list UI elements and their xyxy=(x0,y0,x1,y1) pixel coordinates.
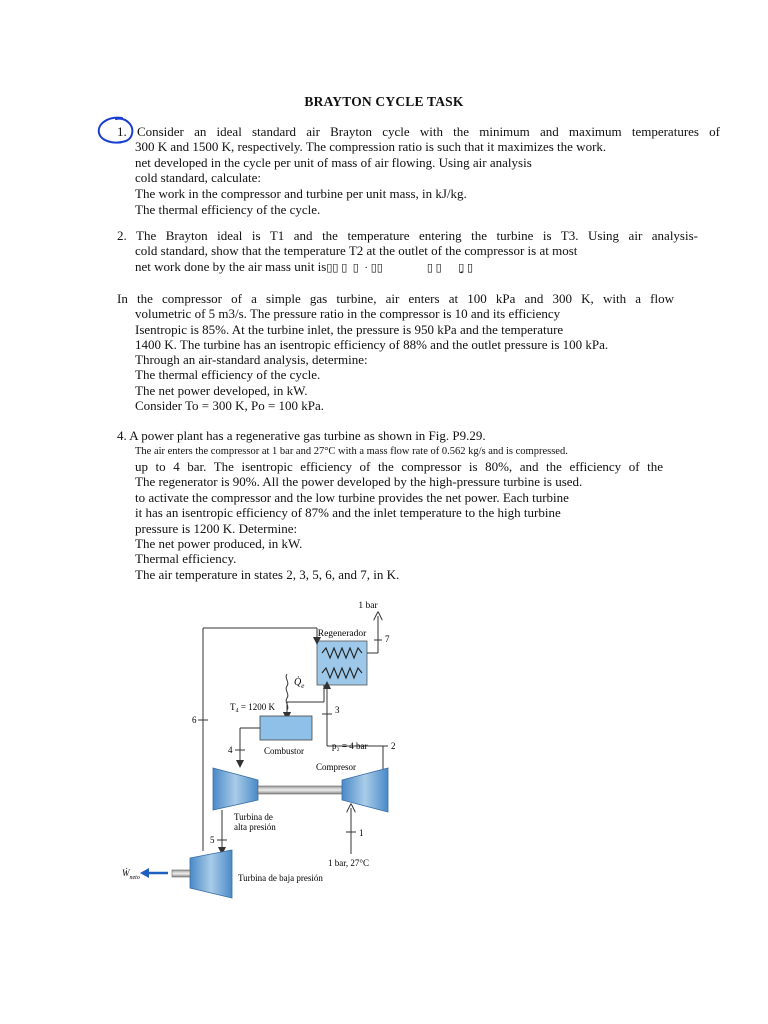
shaft xyxy=(258,786,342,794)
combustor-box xyxy=(260,716,312,740)
problem-4-line: The air enters the compressor at 1 bar and 27°C with a mass flow rate of 0.562 kg/s and is compressed. xyxy=(135,446,568,457)
problem-1-line: cold standard, calculate: xyxy=(135,170,261,185)
problem-1-line: 300 K and 1500 K, respectively. The compression ratio is such that it maximizes the work. xyxy=(135,139,607,154)
problem-4-line: The net power produced, in kW. xyxy=(135,536,303,551)
problem-3-line: 1400 K. The turbine has an isentropic efficiency of 88% and the outlet pressure is 100 kPa. xyxy=(135,337,609,352)
problem-4-line: to activate the compressor and the low turbine provides the net power. Each turbine xyxy=(135,490,569,505)
compressor xyxy=(342,768,388,812)
problem-3-line: Isentropic is 85%. At the turbine inlet, the pressure is 950 kPa and the temperature xyxy=(135,322,564,337)
heat-input-wave xyxy=(286,674,288,710)
state-5-label: 5 xyxy=(210,835,215,845)
problem-3-line: Consider To = 300 K, Po = 100 kPa. xyxy=(135,398,325,413)
hp-turbine-label-2: alta presión xyxy=(234,822,276,832)
problem-1-line: The work in the compressor and turbine per unit mass, in kJ/kg. xyxy=(135,186,467,201)
problem-3-line: The net power developed, in kW. xyxy=(135,383,308,398)
output-shaft xyxy=(172,870,190,877)
problem-4-line: 4. A power plant has a regenerative gas turbine as shown in Fig. P9.29. xyxy=(117,428,486,443)
problem-2-line: 2. The Brayton ideal is T1 and the temperature entering the turbine is T3. Using air analysis- xyxy=(117,228,698,243)
compressor-label: Compresor xyxy=(316,762,356,772)
combustor-label: Combustor xyxy=(264,746,305,756)
regenerator-label: Regenerador xyxy=(317,629,367,639)
heat-symbol: $Q̇_e$ xyxy=(294,677,305,690)
state-3-label: 3 xyxy=(335,705,340,715)
problem-4-line: pressure is 1200 K. Determine: xyxy=(135,521,298,536)
lp-turbine xyxy=(190,850,232,898)
t4-label: T₄ = 1200 K xyxy=(230,702,275,712)
problem-2-line: cold standard, show that the temperature T2 at the outlet of the compressor is at most xyxy=(135,243,578,258)
problem-4-line: Thermal efficiency. xyxy=(135,551,237,566)
problem-1-line: The thermal efficiency of the cycle. xyxy=(135,202,321,217)
document-title: BRAYTON CYCLE TASK xyxy=(304,94,464,109)
regenerative-gas-turbine-diagram xyxy=(112,596,402,906)
inlet-label: 1 bar, 27°C xyxy=(328,858,369,868)
problem-4-line: The air temperature in states 2, 3, 5, 6, and 7, in K. xyxy=(135,567,400,582)
problem-3-line: Through an air-standard analysis, determine: xyxy=(135,352,368,367)
problem-4-line: it has an isentropic efficiency of 87% and the inlet temperature to the high turbine xyxy=(135,505,561,520)
state-4-label: 4 xyxy=(228,745,233,755)
state-1-label: 1 xyxy=(359,828,364,838)
top-pressure-label: 1 bar xyxy=(358,601,378,611)
problem-1-line: net developed in the cycle per unit of mass of air flowing. Using air analysis xyxy=(135,155,532,170)
problem-1-line: 1. Consider an ideal standard air Brayton cycle with the minimum and maximum temperatures of xyxy=(117,124,720,139)
state-7-label: 7 xyxy=(385,634,390,644)
garbled-formula: ▯▯ ▯ ▯ · ▯▯ ▯ ▯ ▯̧ ▯ xyxy=(326,262,474,274)
problem-3-line: volumetric of 5 m3/s. The pressure ratio in the compressor is 10 and its efficiency xyxy=(135,306,561,321)
problem-4-line: up to 4 bar. The isentropic efficiency of the compressor is 80%, and the efficiency of the xyxy=(135,459,663,474)
problem-3-line: The thermal efficiency of the cycle. xyxy=(135,367,321,382)
hp-turbine-label-1: Turbina de xyxy=(234,812,273,822)
net-work-symbol: $Ẇ_{neto}$ xyxy=(122,868,140,881)
state-6-label: 6 xyxy=(192,715,197,725)
problem-3-line: In the compressor of a simple gas turbine, air enters at 100 kPa and 300 K, with a flow xyxy=(117,291,674,306)
lp-turbine-label: Turbina de baja presión xyxy=(238,873,323,883)
problem-2-line: net work done by the air mass unit is▯▯ ▯ ▯ · ▯▯ ▯ ▯ ▯̧ ▯ xyxy=(135,259,474,274)
hp-turbine xyxy=(213,768,258,810)
p2-label: p₂ = 4 bar xyxy=(332,741,368,751)
state-2-label: 2 xyxy=(391,741,396,751)
problem-4-line: The regenerator is 90%. All the power developed by the high-pressure turbine is used. xyxy=(135,474,583,489)
